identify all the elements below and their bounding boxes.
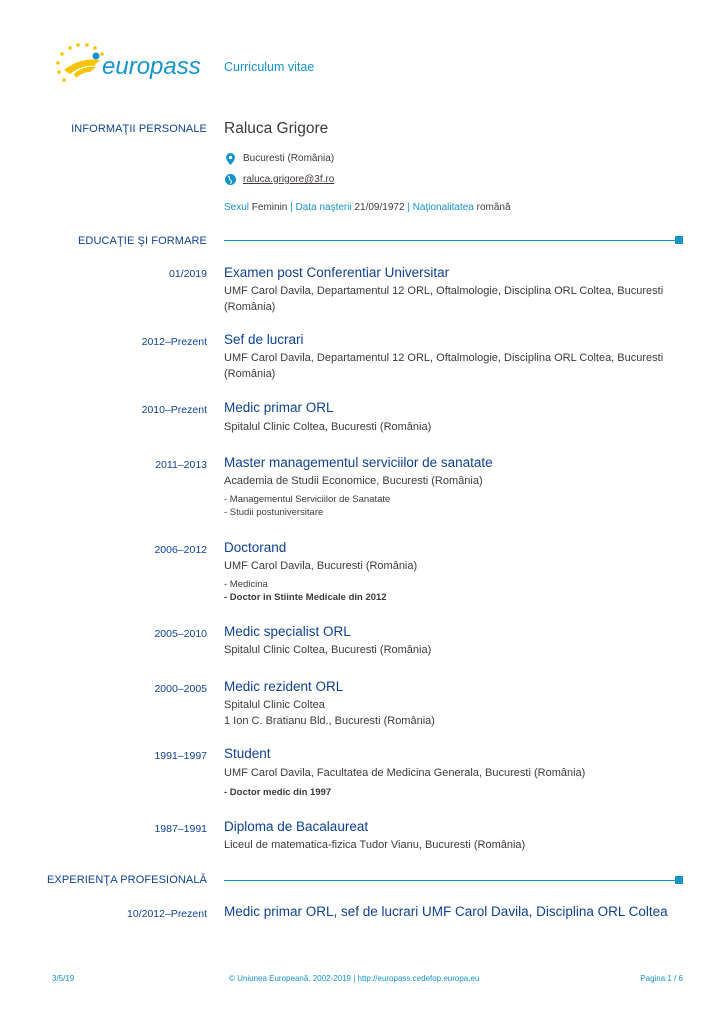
entry-description: UMF Carol Davila, Facultatea de Medicina Generala, Bucuresti (România): [224, 767, 586, 779]
personal-details-row: Sexul Feminin | Data naşterii 21/09/1972 | Naţionalitatea română: [224, 202, 511, 213]
entry-details: - Doctor medic din 1997: [224, 787, 332, 798]
email-link[interactable]: raluca.grigore@3f.ro: [243, 174, 335, 185]
entry-date: 01/2019: [169, 268, 207, 280]
birth-value: 21/09/1972: [354, 202, 405, 213]
entry-date: 2006–2012: [154, 544, 207, 556]
entry-date: 2011–2013: [155, 459, 207, 471]
entry-title: Sef de lucrari: [224, 332, 304, 347]
location-text: Bucuresti (România): [243, 153, 335, 164]
entry-title: Medic primar ORL, sef de lucrari UMF Carol Davila, Disciplina ORL Coltea: [224, 904, 668, 919]
entry-title: Doctorand: [224, 540, 287, 555]
section-label-personal: INFORMAŢII PERSONALE: [71, 123, 207, 135]
entry-title: Examen post Conferentiar Universitar: [224, 265, 450, 280]
entry-title: Student: [224, 746, 271, 761]
entry-description: Spitalul Clinic Coltea 1 Ion C. Bratianu Bld., Bucuresti (România): [224, 699, 435, 727]
entry-description: UMF Carol Davila, Departamentul 12 ORL, Oftalmologie, Disciplina ORL Coltea, Bucuresti (România): [224, 352, 664, 380]
globe-icon: [225, 174, 236, 185]
footer-date: 3/5/19: [52, 974, 75, 983]
entry-date: 1987–1991: [154, 823, 207, 835]
entry-date: 2012–Prezent: [141, 336, 207, 348]
entry-description: UMF Carol Davila, Bucuresti (România): [224, 560, 418, 572]
section-divider: [224, 880, 676, 881]
entry-description: Spitalul Clinic Coltea, Bucuresti (România): [224, 421, 432, 433]
section-label-education: EDUCAŢIE ŞI FORMARE: [77, 235, 207, 247]
nationality-label: Naţionalitatea: [412, 202, 474, 213]
footer-copyright[interactable]: © Uniunea Europeană, 2002-2019 | http://europass.cedefop.europa.eu: [229, 974, 480, 983]
nationality-value: română: [476, 202, 511, 213]
logo-text: europass: [102, 53, 201, 80]
section-divider-marker: [675, 236, 683, 244]
entry-title: Diploma de Bacalaureat: [224, 819, 369, 834]
birth-label: Data naşterii: [295, 202, 352, 213]
entry-description: Academia de Studii Economice, Bucuresti (România): [224, 475, 483, 487]
entry-date: 1991–1997: [154, 750, 207, 762]
entry-date: 2010–Prezent: [141, 404, 207, 416]
entry-title: Medic primar ORL: [224, 400, 334, 415]
section-label-experience: EXPERIENŢA PROFESIONALĂ: [46, 874, 207, 886]
entry-date: 2005–2010: [154, 628, 207, 640]
sex-label: Sexul: [224, 202, 250, 213]
entry-description: Spitalul Clinic Coltea, Bucuresti (România): [224, 644, 432, 656]
cv-title: Curriculum vitae: [224, 60, 315, 74]
section-divider: [224, 240, 676, 241]
entry-description: UMF Carol Davila, Departamentul 12 ORL, Oftalmologie, Disciplina ORL Coltea, Bucuresti (România): [224, 285, 664, 313]
footer-page-number: Pagina 1 / 6: [640, 974, 683, 983]
entry-date: 10/2012–Prezent: [127, 908, 207, 920]
europass-logo: [50, 40, 210, 90]
entry-title: Medic specialist ORL: [224, 624, 351, 639]
entry-description: Liceul de matematica-fizica Tudor Vianu, Bucuresti (România): [224, 839, 526, 851]
entry-title: Medic rezident ORL: [224, 679, 344, 694]
entry-title: Master managementul serviciilor de sanatate: [224, 455, 493, 470]
entry-details: - Managementul Serviciilor de Sanatate - Studii postuniversitare: [224, 494, 391, 518]
section-divider-marker: [675, 876, 683, 884]
person-name: Raluca Grigore: [224, 120, 329, 137]
sex-value: Feminin: [251, 202, 288, 213]
entry-date: 2000–2005: [154, 683, 207, 695]
entry-details: - Medicina - Doctor in Stiinte Medicale din 2012: [224, 579, 387, 603]
map-pin-icon: [226, 153, 235, 165]
